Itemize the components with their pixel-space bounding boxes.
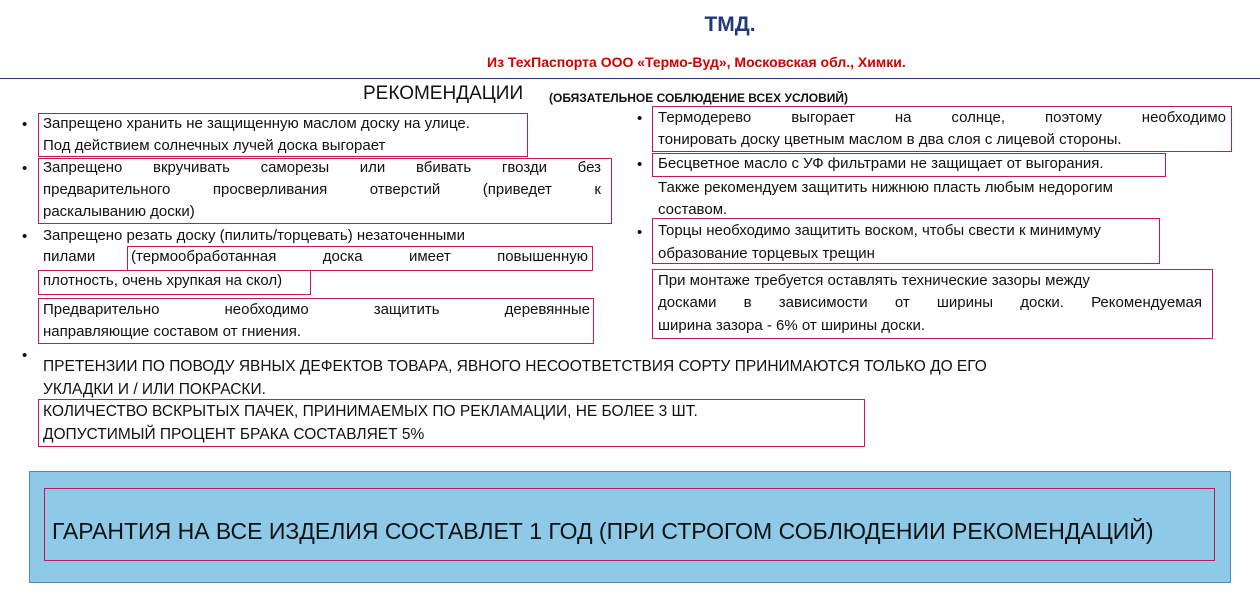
- right-item-3-line-1: При монтаже требуется оставлять технические зазоры между: [658, 272, 1090, 289]
- source-subtitle: Из ТехПаспорта ООО «Термо-Вуд», Московская обл., Химки.: [487, 54, 906, 70]
- page-title: ТМД.: [704, 13, 756, 36]
- bullet-icon: •: [22, 116, 28, 133]
- right-item-1-line-4: Также рекомендуем защитить нижнюю пласть любым недорогим: [658, 179, 1113, 196]
- claims-line-4: ДОПУСТИМЫЙ ПРОЦЕНТ БРАКА СОСТАВЛЯЕТ 5%: [43, 426, 425, 443]
- left-item-3-line-2a: пилами: [43, 248, 96, 265]
- claims-line-3: КОЛИЧЕСТВО ВСКРЫТЫХ ПАЧЕК, ПРИНИМАЕМЫХ ПО РЕКЛАМАЦИИ, НЕ БОЛЕЕ 3 ШТ.: [43, 403, 698, 420]
- right-item-3-line-3: ширина зазора - 6% от ширины доски.: [658, 317, 926, 334]
- bullet-icon: •: [637, 156, 643, 173]
- bullet-icon: •: [637, 224, 643, 241]
- left-item-1-line-2: Под действием солнечных лучей доска выгорает: [43, 137, 386, 154]
- header-divider: [0, 78, 1260, 79]
- left-item-2-line-2: предварительного просверливания отверстий (приведет к: [43, 181, 601, 198]
- right-item-2-line-1: Торцы необходимо защитить воском, чтобы свести к минимуму: [658, 222, 1101, 239]
- right-item-3-line-2: досками в зависимости от ширины доски. Рекомендуемая: [658, 294, 1202, 311]
- right-item-1-line-2: тонировать доску цветным маслом в два слоя с лицевой стороны.: [658, 131, 1122, 148]
- left-item-4-line-1: Предварительно необходимо защитить деревянные: [43, 301, 590, 318]
- recommendations-subheading: (ОБЯЗАТЕЛЬНОЕ СОБЛЮДЕНИЕ ВСЕХ УСЛОВИЙ): [549, 91, 849, 105]
- right-item-2-line-2: образование торцевых трещин: [658, 245, 875, 262]
- guarantee-text: ГАРАНТИЯ НА ВСЕ ИЗДЕЛИЯ СОСТАВЛЕТ 1 ГОД (ПРИ СТРОГОМ СОБЛЮДЕНИИ РЕКОМЕНДАЦИЙ): [52, 518, 1154, 544]
- bullet-icon: •: [22, 228, 28, 245]
- left-item-3-line-3: плотность, очень хрупкая на скол): [43, 272, 283, 289]
- claims-line-1: ПРЕТЕНЗИИ ПО ПОВОДУ ЯВНЫХ ДЕФЕКТОВ ТОВАРА, ЯВНОГО НЕСООТВЕТСТВИЯ СОРТУ ПРИНИМАЮТСЯ ТОЛЬКО ДО ЕГО: [43, 358, 987, 375]
- right-item-1-line-1: Термодерево выгорает на солнце, поэтому необходимо: [658, 109, 1226, 126]
- bullet-icon: •: [637, 110, 643, 127]
- left-item-3-line-1: Запрещено резать доску (пилить/торцевать) незаточенными: [43, 227, 465, 244]
- left-item-4-line-2: направляющие составом от гниения.: [43, 323, 302, 340]
- right-item-1-line-3: Бесцветное масло с УФ фильтрами не защищает от выгорания.: [658, 155, 1104, 172]
- left-item-1-line-1: Запрещено хранить не защищенную маслом доску на улице.: [43, 115, 470, 132]
- bullet-icon: •: [22, 347, 28, 364]
- claims-line-2: УКЛАДКИ И / ИЛИ ПОКРАСКИ.: [43, 381, 266, 398]
- left-item-3-line-2b: (термообработанная доска имеет повышенную: [131, 248, 588, 265]
- left-item-2-line-3: раскалыванию доски): [43, 203, 195, 220]
- recommendations-heading: РЕКОМЕНДАЦИИ: [363, 83, 524, 104]
- left-item-2-line-1: Запрещено вкручивать саморезы или вбивать гвозди без: [43, 159, 601, 176]
- bullet-icon: •: [22, 160, 28, 177]
- right-item-1-line-5: составом.: [658, 201, 728, 218]
